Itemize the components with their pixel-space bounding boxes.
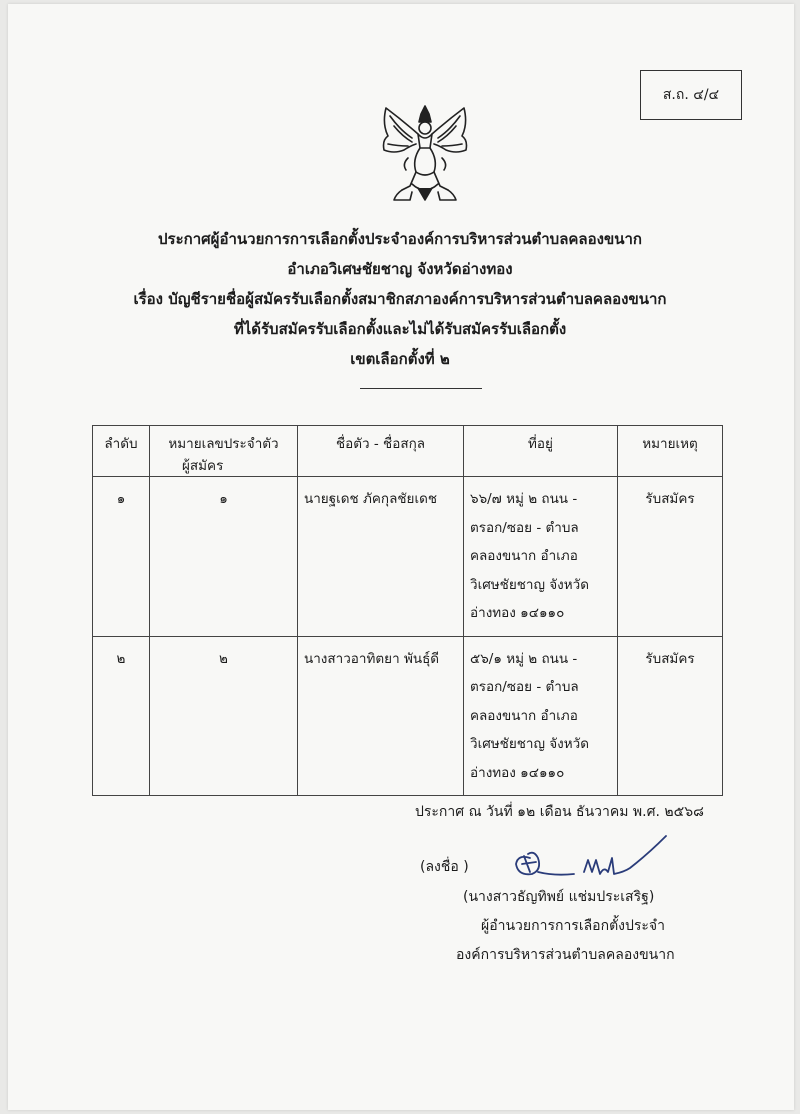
header-line-3: เรื่อง บัญชีรายชื่อผู้สมัครรับเลือกตั้งสมาชิกสภาองค์การบริหารส่วนตำบลคลองขนาก: [133, 290, 667, 308]
row-no: ๑: [93, 477, 150, 637]
header-no: ลำดับ: [93, 426, 150, 477]
row-note: รับสมัคร: [618, 636, 723, 796]
announcement-header: [0, 224, 800, 374]
row-address: [464, 477, 618, 637]
row-name: นางสาวอาทิตยา พันธุ์ดี: [298, 636, 464, 796]
address-line: ตรอก/ซอย - ตำบล: [470, 679, 579, 695]
table-row: [93, 636, 723, 796]
signer-position-line1: ผู้อำนวยการการเลือกตั้งประจำ: [481, 918, 665, 934]
row-candidate-number: ๒: [150, 636, 298, 796]
header-candidate-number-line1: หมายเลขประจำตัว: [168, 436, 279, 452]
row-note: รับสมัคร: [618, 477, 723, 637]
header-line-1: ประกาศผู้อำนวยการการเลือกตั้งประจำองค์การบริหารส่วนตำบลคลองขนาก: [158, 230, 642, 248]
row-candidate-number: ๑: [150, 477, 298, 637]
form-code-text: ส.ถ. ๔/๔: [662, 87, 720, 103]
address-line: ตรอก/ซอย - ตำบล: [470, 519, 579, 536]
row-no: ๒: [93, 636, 150, 796]
header-line-2: อำเภอวิเศษชัยชาญ จังหวัดอ่างทอง: [287, 260, 513, 278]
address-line: ๕๖/๑ หมู่ ๒ ถนน -: [470, 650, 578, 667]
address-line: ๖๖/๗ หมู่ ๒ ถนน -: [470, 491, 578, 507]
row-address: [464, 636, 618, 796]
header-divider: [360, 388, 482, 389]
handwritten-signature: [508, 832, 674, 888]
header-address: ที่อยู่: [464, 426, 618, 477]
signer-position-line2: องค์การบริหารส่วนตำบลคลองขนาก: [456, 947, 675, 963]
header-name: ชื่อตัว - ชื่อสกุล: [298, 426, 464, 477]
header-candidate-number: [150, 426, 298, 477]
address-line: คลองขนาก อำเภอ: [470, 548, 578, 564]
address-line: อ่างทอง ๑๔๑๑๐: [470, 764, 565, 781]
address-line: อ่างทอง ๑๔๑๑๐: [470, 605, 565, 621]
candidate-table: [92, 425, 723, 796]
header-note: หมายเหตุ: [618, 426, 723, 477]
header-candidate-number-line2: ผู้สมัคร: [182, 458, 224, 474]
row-name: นายฐเดช ภัคกุลชัยเดช: [298, 477, 464, 637]
address-line: วิเศษชัยชาญ จังหวัด: [470, 736, 590, 752]
address-line: วิเศษชัยชาญ จังหวัด: [470, 576, 590, 593]
address-line: คลองขนาก อำเภอ: [470, 707, 578, 724]
garuda-emblem: [372, 100, 478, 206]
header-line-4: ที่ได้รับสมัครรับเลือกตั้งและไม่ได้รับสมัครรับเลือกตั้ง: [233, 320, 567, 338]
announcement-date: ประกาศ ณ วันที่ ๑๒ เดือน ธันวาคม พ.ศ. ๒๕๖๘: [415, 804, 704, 820]
form-code-box: [640, 70, 742, 120]
signer-name: (นางสาวธัญทิพย์ แช่มประเสริฐ): [463, 889, 655, 905]
sign-label: (ลงชื่อ ): [420, 859, 469, 875]
header-line-5: เขตเลือกตั้งที่ ๒: [350, 350, 450, 368]
table-row: [93, 477, 723, 637]
table-header-row: [93, 426, 723, 477]
